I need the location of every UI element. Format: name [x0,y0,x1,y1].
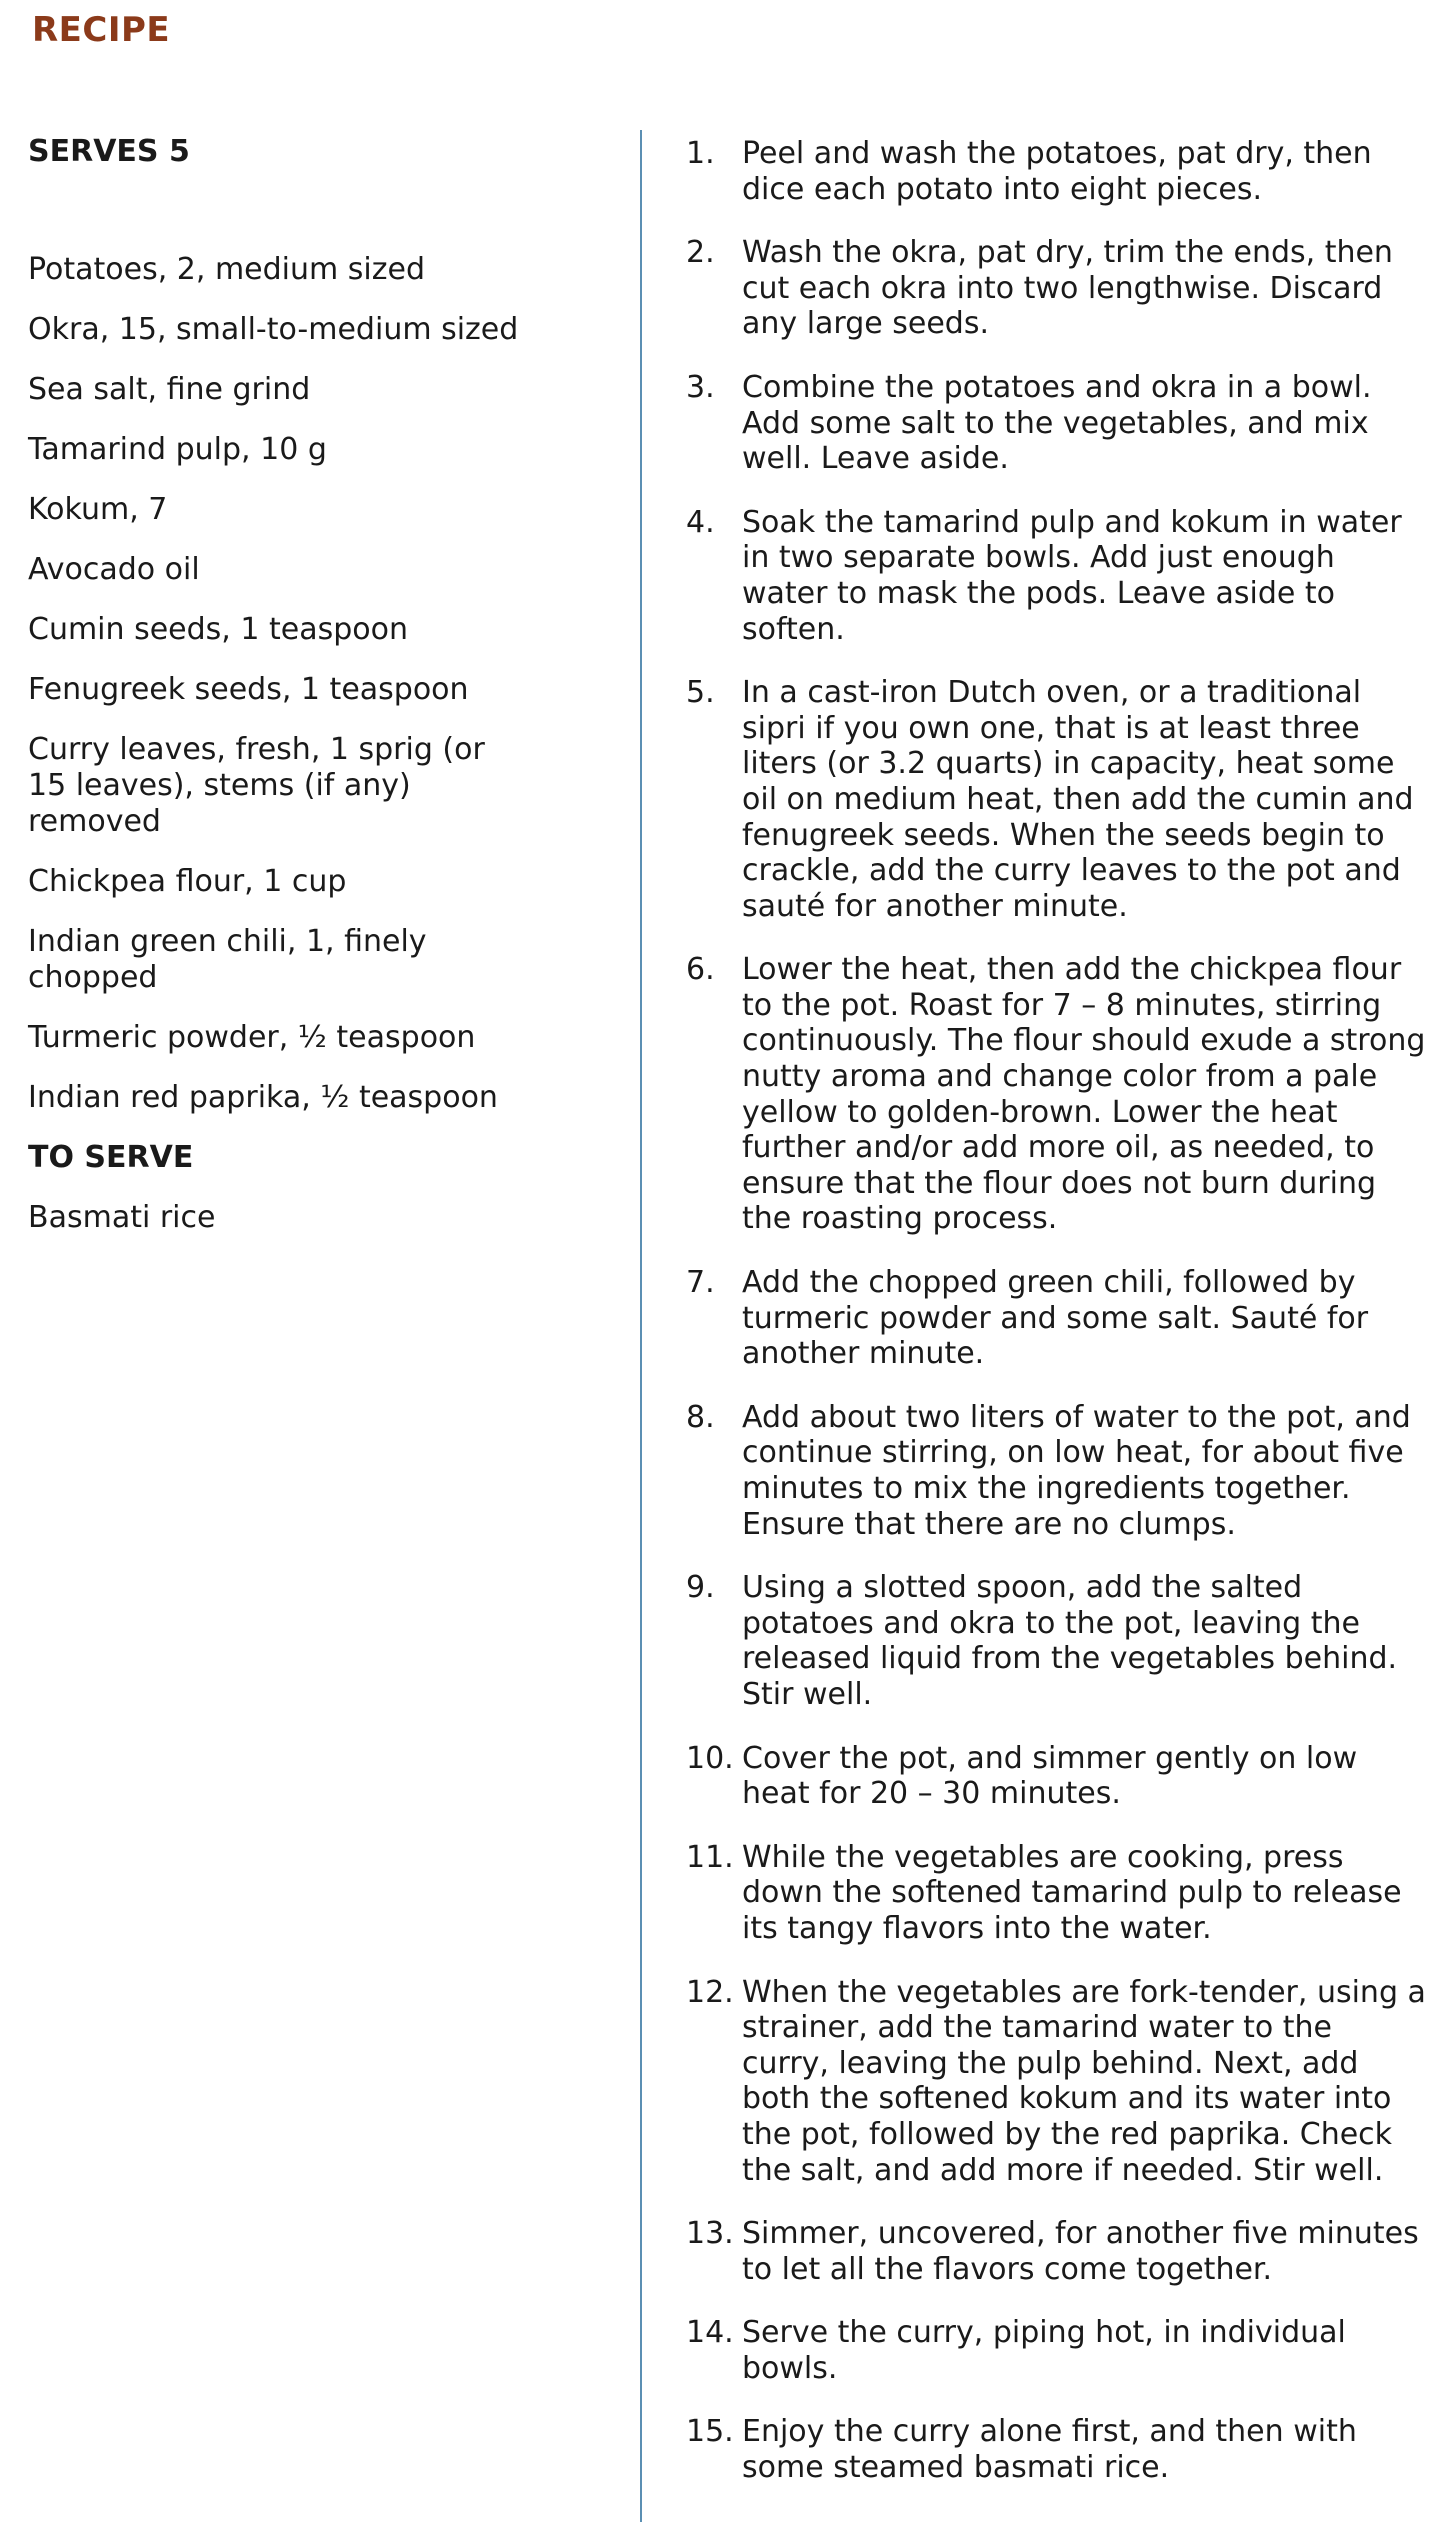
to-serve-heading: TO SERVE [28,1140,194,1175]
step-item [686,2315,1426,2386]
ingredient-item: Chickpea flour, 1 cup [28,864,347,899]
step-number: 11. [686,1839,734,1875]
step-item [686,2414,1426,2485]
step-text: Add about two liters of water to the pot, and continue stirring, on low heat, for about five minutes to mix the ingredients together. Ensure that there are no clumps. [742,1399,1411,1542]
step-text: Peel and wash the potatoes, pat dry, then dice each potato into eight pieces. [742,136,1372,207]
recipe-title: RECIPE [32,10,171,50]
ingredient-item: Kokum, 7 [28,492,168,527]
steps-list [686,136,1426,2514]
step-text: Add the chopped green chili, followed by turmeric powder and some salt. Sauté for another minute. [742,1265,1369,1372]
step-text: Wash the okra, pat dry, trim the ends, then cut each okra into two lengthwise. Discard any large seeds. [742,235,1393,342]
step-item [686,1570,1426,1712]
step-item [686,136,1426,207]
step-text: When the vegetables are fork-tender, using a strainer, add the tamarind water to the curry, leaving the pulp behind. Next, add both the softened kokum and its water into the pot, followed by the red paprika. Check the salt, and add more if needed. Stir well. [742,1974,1426,2188]
step-text: Combine the potatoes and okra in a bowl. Add some salt to the vegetables, and mix well. Leave aside. [742,369,1372,477]
step-text: While the vegetables are cooking, press down the softened tamarind pulp to release its tangy flavors into the water. [742,1839,1402,1946]
ingredient-item: Okra, 15, small-to-medium sized [28,312,519,347]
ingredient-item: Cumin seeds, 1 teaspoon [28,612,408,647]
step-text: Serve the curry, piping hot, in individual bowls. [742,2315,1346,2386]
step-item [686,1975,1426,2189]
step-item [686,1400,1426,1542]
step-number: 9. [686,1570,715,1606]
step-number: 8. [686,1399,715,1435]
step-number: 1. [686,136,715,171]
column-divider [640,130,642,2522]
step-item [686,1840,1426,1947]
step-item [686,2216,1426,2287]
step-text: In a cast-iron Dutch oven, or a traditional sipri if you own one, that is at least three liters (or 3.2 quarts) in capacity, heat some oil on medium heat, then add the cumin and fenugreek seeds. When the seeds begin to crackle, add the curry leaves to the pot and sauté for another minute. [742,675,1414,924]
step-text: Soak the tamarind pulp and kokum in water in two separate bowls. Add just enough water to mask the pods. Leave aside to soften. [742,504,1402,647]
ingredient-item: Turmeric powder, ½ teaspoon [28,1020,476,1055]
step-number: 2. [686,235,715,271]
ingredient-item: Fenugreek seeds, 1 teaspoon [28,672,469,707]
step-number: 14. [686,2315,734,2351]
step-item [686,235,1426,342]
step-item [686,505,1426,647]
step-item [686,1741,1426,1812]
ingredient-item: Curry leaves, fresh, 1 sprig (or 15 leaves), stems (if any) removed [28,732,485,839]
ingredient-item: Sea salt, fine grind [28,372,311,407]
step-text: Cover the pot, and simmer gently on low heat for 20 – 30 minutes. [742,1740,1358,1812]
ingredient-list [28,252,628,1116]
serves-heading: SERVES 5 [28,134,190,169]
ingredient-item: Indian red paprika, ½ teaspoon [28,1080,498,1115]
step-text: Simmer, uncovered, for another five minutes to let all the flavors come together. [742,2216,1419,2287]
step-item [686,952,1426,1237]
step-text: Using a slotted spoon, add the salted potatoes and okra to the pot, leaving the released liquid from the vegetables behind. Stir well. [742,1570,1398,1712]
step-number: 4. [686,504,715,540]
ingredient-item: Potatoes, 2, medium sized [28,252,426,287]
step-item [686,1265,1426,1372]
step-item [686,675,1426,924]
step-number: 13. [686,2216,734,2252]
step-number: 6. [686,952,715,988]
step-text: Lower the heat, then add the chickpea flour to the pot. Roast for 7 – 8 minutes, stirring continuously. The flour should exude a strong nutty aroma and change color from a pale yellow to golden-brown. Lower the heat further and/or add more oil, as needed, to ensure that the flour does not burn during the roasting process. [742,952,1426,1237]
step-number: 10. [686,1740,734,1776]
step-item [686,370,1426,477]
step-number: 7. [686,1265,715,1301]
step-number: 15. [686,2414,734,2450]
to-serve-item: Basmati rice [28,1200,216,1235]
step-number: 5. [686,675,715,711]
ingredients-column [28,134,628,1260]
ingredient-item: Tamarind pulp, 10 g [28,432,327,467]
ingredient-item: Avocado oil [28,552,200,587]
step-text: Enjoy the curry alone first, and then with some steamed basmati rice. [742,2414,1357,2486]
step-number: 3. [686,369,715,405]
ingredient-item: Indian green chili, 1, finely chopped [28,924,427,995]
step-number: 12. [686,1974,734,2010]
